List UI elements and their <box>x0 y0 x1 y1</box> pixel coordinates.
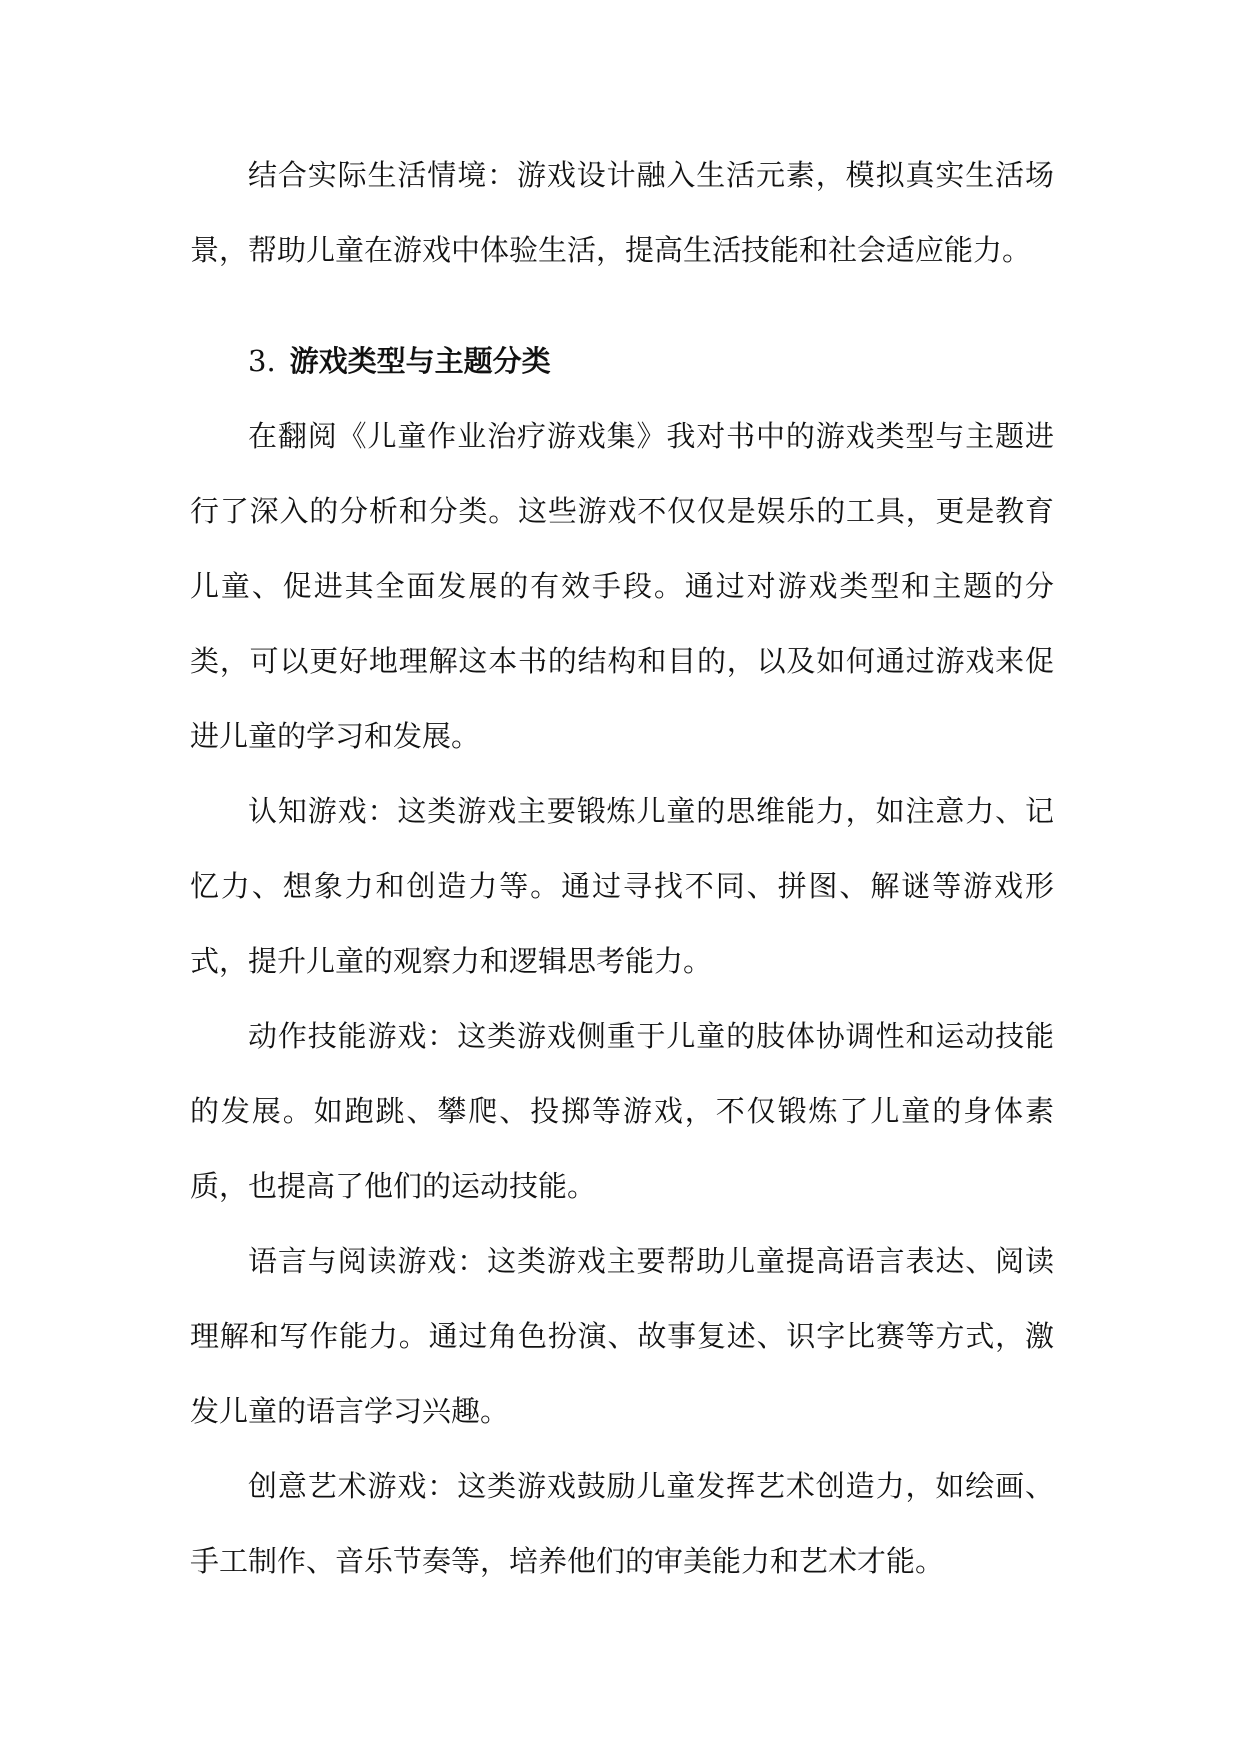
paragraph-language-games: 语言与阅读游戏：这类游戏主要帮助儿童提高语言表达、阅读理解和写作能力。通过角色扮演、故事复述、识字比赛等方式，激发儿童的语言学习兴趣。 <box>190 1244 1054 1428</box>
paragraph-motor-games: 动作技能游戏：这类游戏侧重于儿童的肢体协调性和运动技能的发展。如跑跳、攀爬、投掷等游戏，不仅锻炼了儿童的身体素质，也提高了他们的运动技能。 <box>190 1019 1054 1203</box>
paragraph-art-games: 创意艺术游戏：这类游戏鼓励儿童发挥艺术创造力，如绘画、手工制作、音乐节奏等，培养他们的审美能力和艺术才能。 <box>190 1469 1054 1578</box>
paragraph-life-context: 结合实际生活情境：游戏设计融入生活元素，模拟真实生活场景，帮助儿童在游戏中体验生活，提高生活技能和社会适应能力。 <box>190 158 1054 267</box>
section-title: 游戏类型与主题分类 <box>289 344 551 378</box>
section-number: 3. <box>248 344 276 378</box>
page-content <box>190 138 1054 1599</box>
paragraph-cognitive-games: 认知游戏：这类游戏主要锻炼儿童的思维能力，如注意力、记忆力、想象力和创造力等。通过寻找不同、拼图、解谜等游戏形式，提升儿童的观察力和逻辑思考能力。 <box>190 794 1054 978</box>
paragraph-intro: 在翻阅《儿童作业治疗游戏集》我对书中的游戏类型与主题进行了深入的分析和分类。这些游戏不仅仅是娱乐的工具，更是教育儿童、促进其全面发展的有效手段。通过对游戏类型和主题的分类，可以更好地理解这本书的结构和目的，以及如何通过游戏来促进儿童的学习和发展。 <box>190 419 1054 753</box>
section-heading <box>190 324 1054 399</box>
